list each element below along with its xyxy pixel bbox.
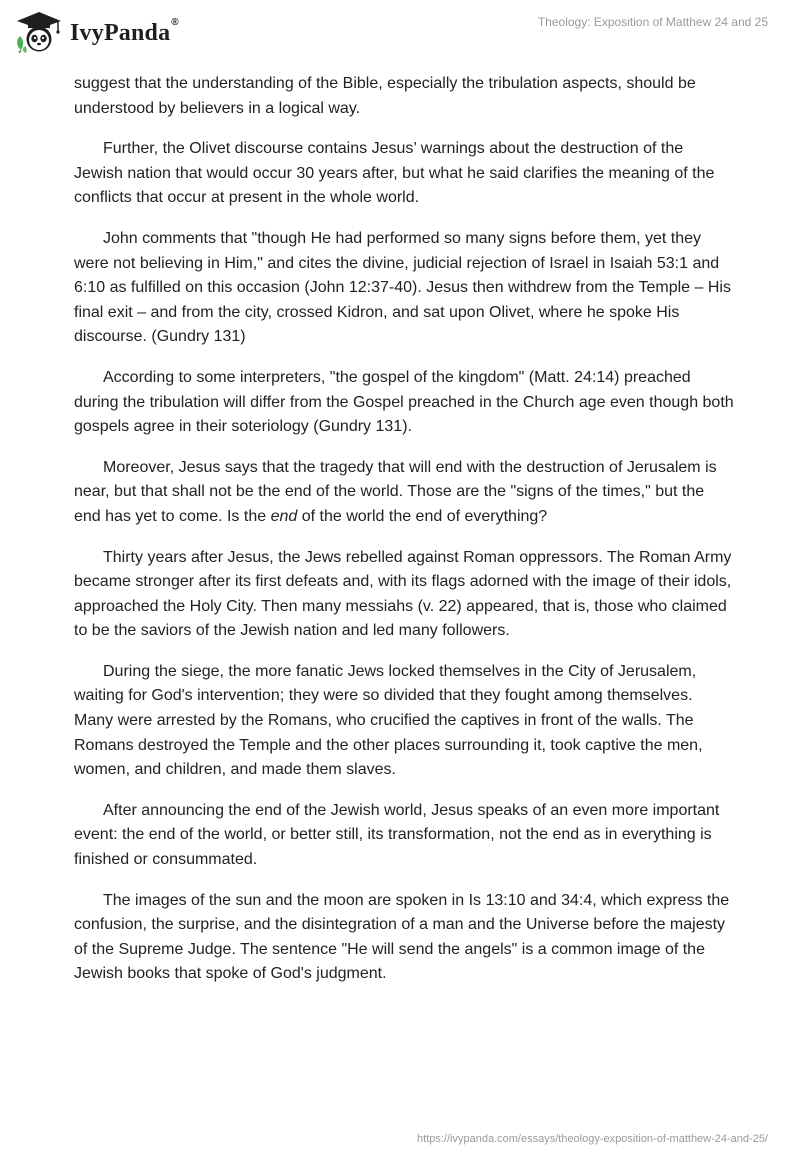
emphasis-end: end [270, 507, 298, 525]
source-url-link[interactable]: https://ivypanda.com/essays/theology-exposition-of-matthew-24-and-25/ [417, 1133, 768, 1145]
paragraph-signs-of-times [74, 456, 734, 530]
registered-mark: ® [171, 16, 179, 28]
document-title: Theology: Exposition of Matthew 24 and 25 [537, 15, 768, 29]
paragraph-olivet-discourse: Further, the Olivet discourse contains Jesus’ warnings about the destruction of the Jewish nation that would occur 30 years after, but what he said clarifies the meaning of the conflicts that occur at present in the whole world. [74, 140, 715, 207]
paragraph-text: of the world the end of everything? [297, 507, 548, 525]
paragraph-roman-rebellion: Thirty years after Jesus, the Jews rebelled against Roman oppressors. The Roman Army became stronger after its first defeats and, with its flags adorned with the image of their idols, approached the Holy City. Then many messiahs (v. 22) appeared, that is, those who claimed to be the saviors of the Jewish nation and led many followers. [74, 548, 732, 640]
ivypanda-logo[interactable] [14, 10, 179, 54]
page-header [0, 0, 800, 70]
paragraph-continuation: suggest that the understanding of the Bible, especially the tribulation aspects, should be understood by believers in a logical way. [74, 75, 696, 117]
paragraph-sun-and-moon: The images of the sun and the moon are spoken in Is 13:10 and 34:4, which express the confusion, the surprise, and the disintegration of a man and the Universe before the majesty of the Supreme Judge. The sentence "He will send the angels" is a common image of the Jewish books that spoke of God's judgment. [74, 891, 730, 983]
paragraph-john-comments: John comments that "though He had performed so many signs before them, yet they were not believing in Him," and cites the divine, judicial rejection of Israel in Isaiah 53:1 and 6:10 as fulfilled on this occasion (John 12:37-40). Jesus then withdrew from the Temple – His final exit – and from the city, crossed Kidron, and sat upon Olivet, where he spoke His discourse. (Gundry 131) [74, 229, 731, 346]
paragraph-gospel-of-kingdom: According to some interpreters, "the gospel of the kingdom" (Matt. 24:14) preached during the tribulation will differ from the Gospel preached in the Church age even though both gospels agree in their soteriology (Gundry 131). [74, 368, 734, 436]
brand-name: IvyPanda [70, 19, 171, 46]
paragraph-text: Moreover, Jesus says that the tragedy that will end with the destruction of Jerusalem is near, but that shall not be the end of the world. Those are the "signs of the times," but the end has yet to come. Is the [74, 458, 717, 525]
essay-body [74, 72, 734, 1003]
paragraph-siege: During the siege, the more fanatic Jews locked themselves in the City of Jerusalem, waiting for God's intervention; they were so divided that they fought among themselves. Many were arrested by the Romans, who crucified the captives in front of the walls. The Romans destroyed the Temple and the other places surrounding it, took captive the men, women, and children, and made them slaves. [74, 662, 703, 779]
paragraph-end-of-world: After announcing the end of the Jewish world, Jesus speaks of an even more important event: the end of the world, or better still, its transformation, not the end as in everything is finished or consummated. [74, 801, 720, 869]
panda-graduate-icon [14, 10, 64, 54]
